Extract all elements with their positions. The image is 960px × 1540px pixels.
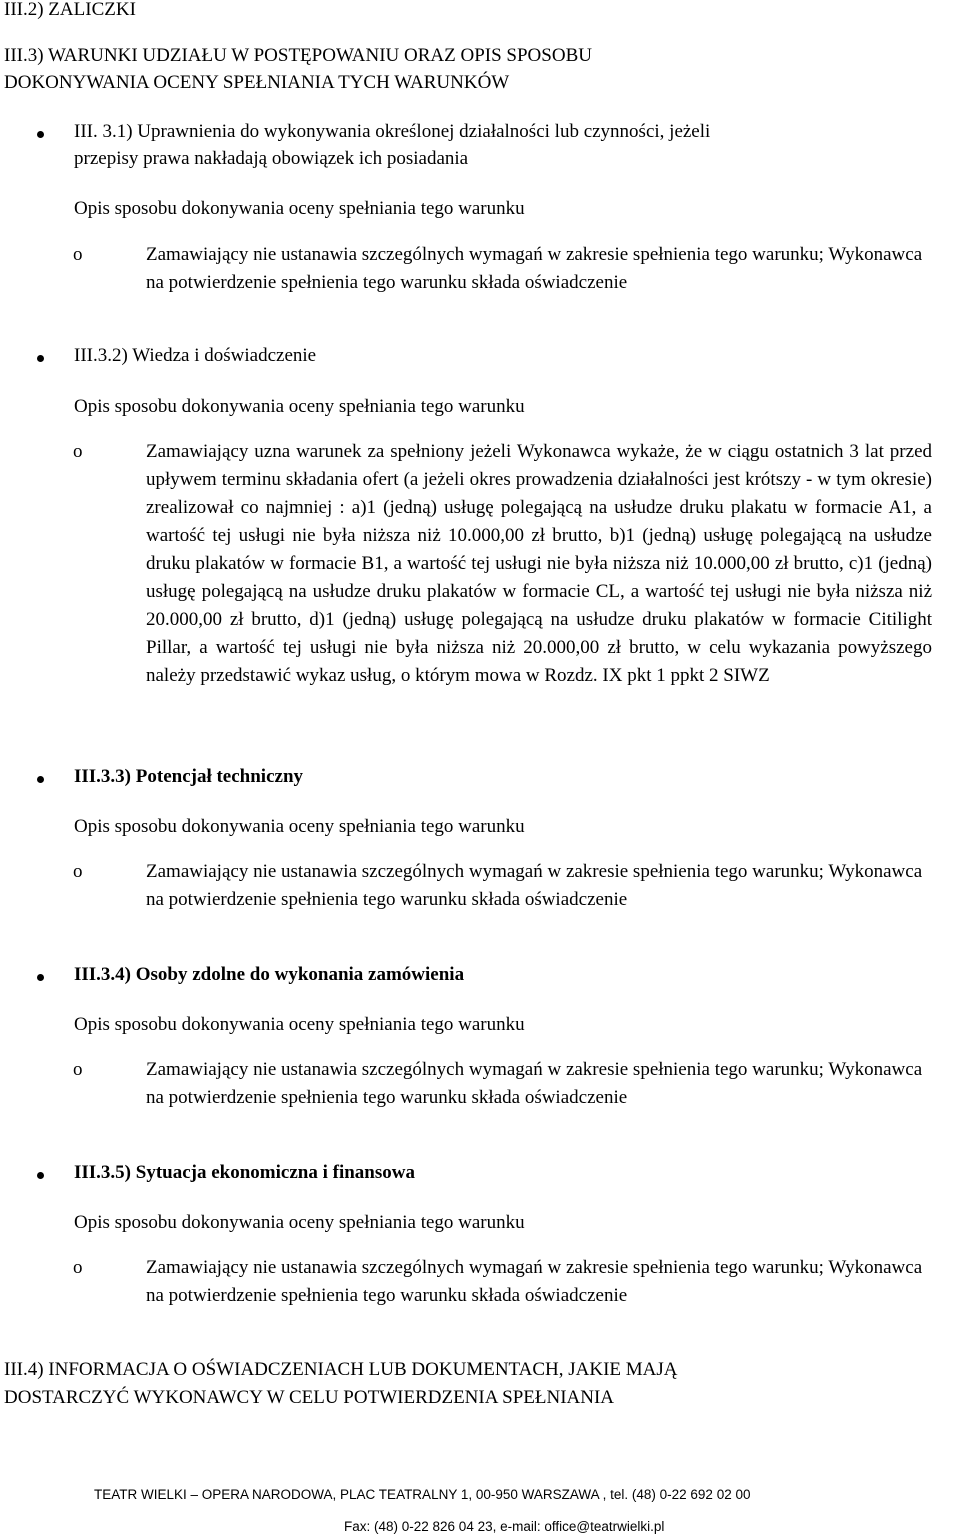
bullet-icon <box>37 131 44 138</box>
bullet-icon <box>37 355 44 362</box>
bullet-icon <box>37 974 44 981</box>
section-iii3-heading-line2: DOKONYWANIA OCENY SPEŁNIANIA TYCH WARUNKÓW <box>4 72 510 93</box>
section-iii3-heading-line1: III.3) WARUNKI UDZIAŁU W POSTĘPOWANIU ORAZ OPIS SPOSOBU <box>4 45 592 66</box>
item-title-3-2: III.3.2) Wiedza i doświadczenie <box>74 345 317 366</box>
circle-marker-icon: o <box>73 861 83 882</box>
section-iii4-heading-line2: DOSTARCZYĆ WYKONAWCY W CELU POTWIERDZENIA SPEŁNIANIA <box>4 1387 615 1408</box>
footer-address: TEATR WIELKI – OPERA NARODOWA, PLAC TEATRALNY 1, 00-950 WARSZAWA , tel. (48) 0-22 692 02 00 <box>94 1487 751 1502</box>
item-title-3-5: III.3.5) Sytuacja ekonomiczna i finansowa <box>74 1162 415 1183</box>
item-title-3-3: III.3.3) Potencjał techniczny <box>74 766 304 787</box>
footer-contact: Fax: (48) 0-22 826 04 23, e-mail: office@teatrwielki.pl <box>344 1519 665 1534</box>
circle-marker-icon: o <box>73 441 83 462</box>
item-desc-label: Opis sposobu dokonywania oceny spełniania tego warunku <box>74 396 525 417</box>
item-desc-label: Opis sposobu dokonywania oceny spełniania tego warunku <box>74 198 525 219</box>
item-desc-label: Opis sposobu dokonywania oceny spełniania tego warunku <box>74 1212 525 1233</box>
bullet-icon <box>37 1172 44 1179</box>
item-desc-label: Opis sposobu dokonywania oceny spełniania tego warunku <box>74 816 525 837</box>
item-desc-label: Opis sposobu dokonywania oceny spełniania tego warunku <box>74 1014 525 1035</box>
section-iii2-heading: III.2) ZALICZKI <box>4 0 136 20</box>
item-text: Zamawiający nie ustanawia szczególnych wymagań w zakresie spełnienia tego warunku; Wykonawca na potwierdzenie spełnienia tego warunku składa oświadczenie <box>146 861 923 910</box>
item-title-3-1-line1: III. 3.1) Uprawnienia do wykonywania określonej działalności lub czynności, jeżeli <box>74 121 711 142</box>
item-title-3-1-line2: przepisy prawa nakładają obowiązek ich posiadania <box>74 148 469 169</box>
item-title-3-4: III.3.4) Osoby zdolne do wykonania zamówienia <box>74 964 465 985</box>
item-text: Zamawiający nie ustanawia szczególnych wymagań w zakresie spełnienia tego warunku; Wykonawca na potwierdzenie spełnienia tego warunku składa oświadczenie <box>146 244 923 293</box>
bullet-icon <box>37 776 44 783</box>
item-text: Zamawiający uzna warunek za spełniony jeżeli Wykonawca wykaże, że w ciągu ostatnich 3 lat przed upływem terminu składania ofert (a jeżeli okres prowadzenia działalności jest krótszy - w tym okresie) zrealizował co najmniej : a)1 (jedną) usługę polegającą na usłudze druku plakatu w formacie A1, a wartość tej usługi nie była niższa niż 10.000,00 zł brutto, b)1 (jedną) usługę polegającą na usłudze druku plakatów w formacie B1, a wartość tej usługi nie była niższa niż 10.000,00 zł brutto, c)1 (jedną) usługę polegającą na usłudze druku plakatów w formacie CL, a wartość tej usługi nie była niższa niż 20.000,00 zł brutto, d)1 (jedną) usługę polegającą na usłudze druku plakatów w formacie Citilight Pillar, a wartość tej usługi nie była niższa niż 20.000,00 zł brutto, w celu wykazania powyższego należy przedstawić wykaz usług, o którym mowa w Rozdz. IX pkt 1 ppkt 2 SIWZ <box>146 441 932 686</box>
circle-marker-icon: o <box>73 244 83 265</box>
section-iii4-heading-line1: III.4) INFORMACJA O OŚWIADCZENIACH LUB DOKUMENTACH, JAKIE MAJĄ <box>4 1359 678 1380</box>
circle-marker-icon: o <box>73 1257 83 1278</box>
item-text: Zamawiający nie ustanawia szczególnych wymagań w zakresie spełnienia tego warunku; Wykonawca na potwierdzenie spełnienia tego warunku składa oświadczenie <box>146 1257 923 1306</box>
item-text: Zamawiający nie ustanawia szczególnych wymagań w zakresie spełnienia tego warunku; Wykonawca na potwierdzenie spełnienia tego warunku składa oświadczenie <box>146 1059 923 1108</box>
circle-marker-icon: o <box>73 1059 83 1080</box>
